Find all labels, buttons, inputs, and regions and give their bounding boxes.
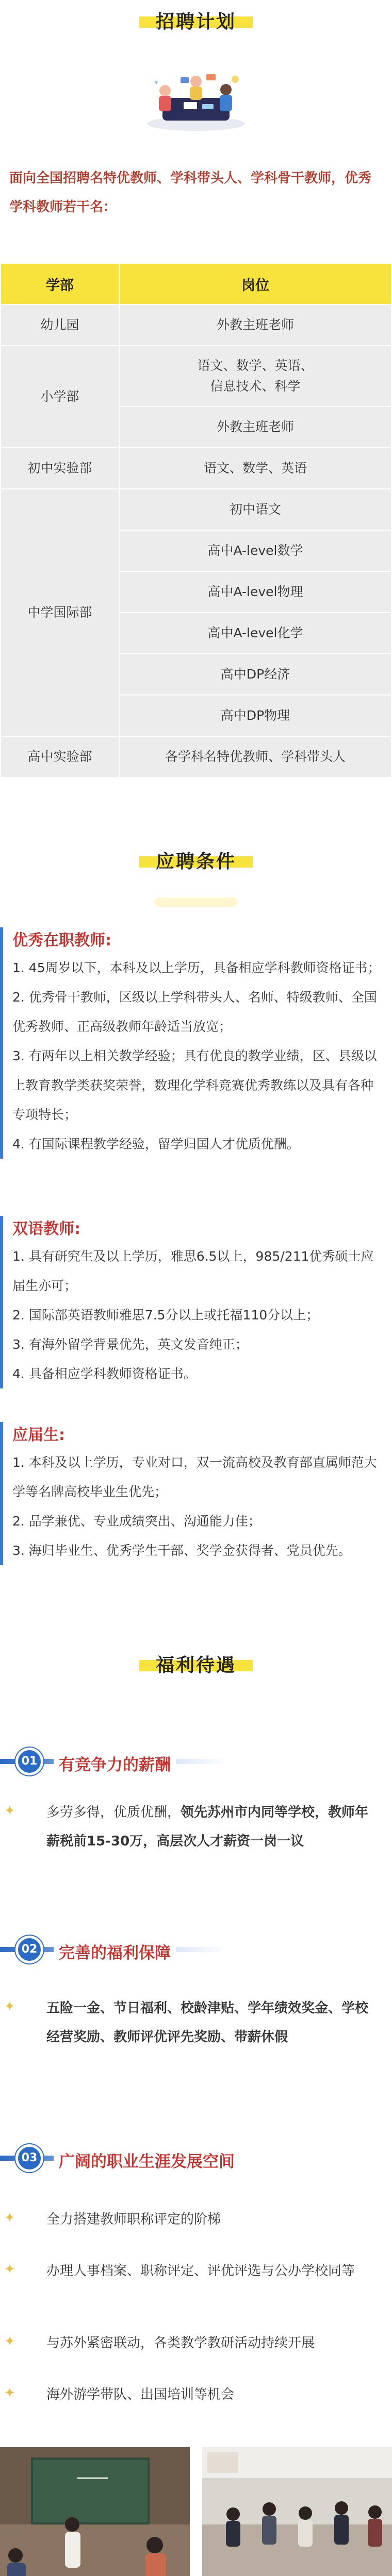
condition-block-excellent <box>0 927 392 1159</box>
sparkle-icon: ✦ <box>4 1999 15 2014</box>
table-cell-position: 高中A-level物理 <box>119 571 391 613</box>
benefit-number-badge: 03 <box>15 2144 43 2172</box>
welfare-title: 福利待遇 <box>155 1655 236 1676</box>
condition-item: 1. 本科及以上学历，专业对口，双一流高校及教育部直属师范大学等名牌高校毕业生优先； <box>12 1455 377 1499</box>
condition-item: 3. 有海外留学背景优先，英文发音纯正； <box>12 1337 248 1352</box>
table-cell-position: 高中A-level数学 <box>119 530 391 571</box>
conditions-title: 应聘条件 <box>155 851 236 872</box>
table-cell-position: 高中A-level化学 <box>119 613 391 654</box>
table-row <box>1 346 391 406</box>
table-cell-dept: 初中实验部 <box>1 448 119 489</box>
benefit-title: 广阔的职业生涯发展空间 <box>54 2148 240 2172</box>
condition-item: 2. 优秀骨干教师，区级以上学科带头人、名师、特级教师、全国优秀教师、正高级教师年龄适当放宽； <box>12 990 377 1034</box>
condition-item: 2. 国际部英语教师雅思7.5分以上或托福110分以上； <box>12 1308 319 1323</box>
sparkle-icon: ✦ <box>4 2262 15 2277</box>
benefit-number-badge: 02 <box>15 1936 43 1963</box>
table-cell-dept: 中学国际部 <box>1 489 119 736</box>
condition-item: 1. 具有研究生及以上学历，雅思6.5以上，985/211优秀硕士应届生亦可； <box>12 1249 374 1293</box>
condition-item: 4. 有国际课程教学经验，留学归国人才优质优酬。 <box>12 1137 300 1151</box>
table-cell-position: 高中DP经济 <box>119 654 391 695</box>
recruitment-heading <box>0 0 392 36</box>
table-cell-position: 初中语文 <box>119 489 391 530</box>
benefit-text: 五险一金、节日福利、校龄津贴、学年绩效奖金、学校经营奖励、教师评优评先奖励、带薪休假 <box>46 2001 369 2045</box>
table-cell-dept: 小学部 <box>1 346 119 448</box>
benefit-heading-3 <box>0 2138 382 2178</box>
table-row <box>1 489 391 530</box>
table-row <box>1 736 391 777</box>
benefit-title: 完善的福利保障 <box>54 1940 176 1963</box>
welfare-heading <box>0 1643 392 1680</box>
table-header-row <box>1 263 391 304</box>
condition-block-bilingual <box>0 1216 392 1388</box>
sparkle-icon: ✦ <box>4 1803 15 1819</box>
table-cell-position: 各学科名特优教师、学科带头人 <box>119 736 391 777</box>
condition-item: 4. 具备相应学科教师资格证书。 <box>12 1366 197 1381</box>
table-cell-position: 外教主班老师 <box>119 304 391 346</box>
positions-table <box>0 263 392 778</box>
condition-heading: 双语教师: <box>12 1220 80 1238</box>
benefit-heading-1 <box>0 1741 382 1782</box>
benefit-text: 多劳多得，优质优酬，领先苏州市内同等学校，教师年薪税前15-30万，高层次人才薪资一岗一议 <box>46 1805 369 1849</box>
condition-item: 3. 有两年以上相关教学经验；具有优良的教学业绩，区、县级以上教育教学类获奖荣誉，数理化学科竞赛优秀教练以及具有各种专项特长； <box>12 1048 377 1122</box>
benefit-heading-2 <box>0 1929 382 1970</box>
table-header-position: 岗位 <box>119 263 391 304</box>
table-cell-position: 外教主班老师 <box>119 406 391 448</box>
meeting-photo <box>202 2447 392 2576</box>
table-cell-dept: 幼儿园 <box>1 304 119 346</box>
table-header-dept: 学部 <box>1 263 119 304</box>
condition-block-graduates <box>0 1422 392 1565</box>
condition-item: 2. 品学兼优、专业成绩突出、沟通能力佳； <box>12 1514 261 1529</box>
condition-item: 3. 海归毕业生、优秀学生干部、奖学金获得者、党员优先。 <box>12 1543 351 1558</box>
meeting-illustration <box>134 66 258 138</box>
recruitment-intro: 面向全国招聘名特优教师、学科带头人、学科骨干教师，优秀学科教师若干名： <box>9 171 372 215</box>
sparkle-icon: ✦ <box>4 2334 15 2349</box>
benefit-text: 与苏外紧密联动，各类教学教研活动持续开展 <box>46 2335 315 2351</box>
conditions-heading <box>0 840 392 876</box>
benefit-text: 全力搭建教师职称评定的阶梯 <box>46 2212 221 2227</box>
benefit-text: 海外游学带队、出国培训等机会 <box>46 2387 235 2402</box>
condition-heading: 应届生: <box>12 1426 65 1444</box>
table-row <box>1 448 391 489</box>
table-cell-position: 语文、数学、英语、 信息技术、科学 <box>119 346 391 406</box>
table-cell-dept: 高中实验部 <box>1 736 119 777</box>
classroom-photo <box>0 2447 190 2576</box>
sparkle-icon: ✦ <box>4 2210 15 2226</box>
condition-heading: 优秀在职教师: <box>12 931 111 950</box>
table-cell-position: 语文、数学、英语 <box>119 448 391 489</box>
condition-item: 1. 45周岁以下，本科及以上学历，具备相应学科教师资格证书； <box>12 960 381 975</box>
benefit-number-badge: 01 <box>15 1748 43 1775</box>
benefit-text: 办理人事档案、职称评定、评优评选与公办学校同等 <box>46 2263 355 2279</box>
sparkle-icon: ✦ <box>4 2385 15 2401</box>
table-cell-position: 高中DP物理 <box>119 695 391 736</box>
recruitment-title: 招聘计划 <box>155 11 236 32</box>
benefit-title: 有竞争力的薪酬 <box>54 1752 176 1775</box>
table-row <box>1 304 391 346</box>
